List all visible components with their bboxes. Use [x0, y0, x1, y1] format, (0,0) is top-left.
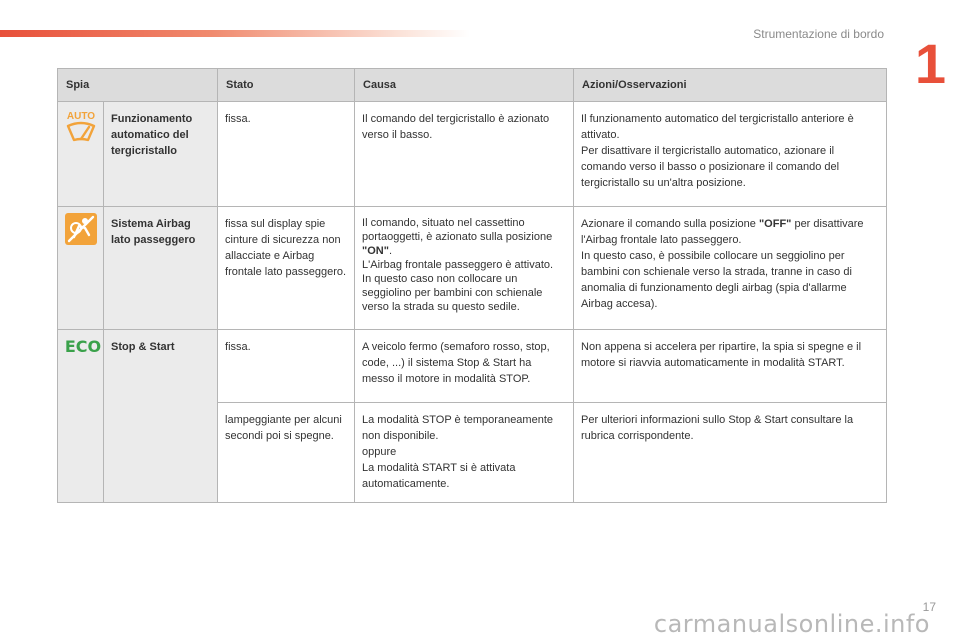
icon-cell	[58, 207, 104, 330]
header-stato: Stato	[218, 69, 355, 102]
causa-text-2: . L'Airbag frontale passeggero è attivato. In questo caso non collocare un seggiolino per bambini con schienale verso la strada su questo sedile.	[362, 245, 554, 313]
azioni-cell: Non appena si accelera per ripartire, la spia si spegne e il motore si riavvia automaticamente in modalità START.	[574, 330, 887, 403]
stato-cell: fissa.	[218, 102, 355, 207]
causa-cell: A veicolo fermo (semaforo rosso, stop, code, ...) il sistema Stop & Start ha messo il motore in modalità STOP.	[355, 330, 574, 403]
table-header-row	[58, 69, 887, 102]
table-row	[58, 102, 887, 207]
icon-cell	[58, 102, 104, 207]
azioni-cell: Per ulteriori informazioni sullo Stop & Start consultare la rubrica corrispondente.	[574, 403, 887, 503]
auto-icon-label: AUTO	[66, 111, 95, 122]
azioni-cell: Il funzionamento automatico del tergicristallo anteriore è attivato. Per disattivare il tergicristallo automatico, azionare il comando verso il basso o posizionare il comando del tergicristallo su un'altra posizione.	[574, 102, 887, 207]
header-spia: Spia	[58, 69, 218, 102]
warning-lights-table	[57, 68, 887, 503]
page-number: 17	[922, 600, 936, 614]
causa-on-label: "ON"	[362, 245, 389, 257]
header-causa: Causa	[355, 69, 574, 102]
header-azioni: Azioni/Osservazioni	[574, 69, 887, 102]
causa-cell: Il comando del tergicristallo è azionato verso il basso.	[355, 102, 574, 207]
section-title: Strumentazione di bordo	[753, 27, 884, 41]
stato-cell: lampeggiante per alcuni secondi poi si spegne.	[218, 403, 355, 503]
causa-text: Il comando, situato nel cassettino portaoggetti, è azionato sulla posizione	[362, 217, 553, 243]
eco-icon-label: ECO	[64, 337, 102, 356]
auto-wiper-icon	[63, 108, 99, 148]
azioni-cell	[574, 207, 887, 330]
watermark: carmanualsonline.info	[653, 610, 930, 638]
icon-cell	[58, 330, 104, 503]
azioni-off-label: "OFF"	[758, 218, 792, 230]
table-row	[58, 330, 887, 403]
azioni-text: Azionare il comando sulla posizione	[581, 218, 759, 230]
header-accent-bar	[0, 30, 470, 37]
azioni-text-2: per disattivare l'Airbag frontale lato passeggero. In questo caso, è possibile collocare un seggiolino per bambini con schienale verso la strada, tranne in caso di anomalia di funzionamento degli airbag (spia d'allarme Airbag accesa).	[581, 218, 864, 310]
stato-cell: fissa.	[218, 330, 355, 403]
causa-cell: La modalità STOP è temporaneamente non disponibile. oppure La modalità START si è attivata automaticamente.	[355, 403, 574, 503]
eco-icon	[62, 336, 104, 356]
airbag-off-icon	[65, 213, 97, 245]
causa-cell	[355, 207, 574, 330]
warning-name: Sistema Airbag lato passeggero	[104, 207, 218, 330]
table-row	[58, 207, 887, 330]
stato-cell: fissa sul display spie cinture di sicurezza non allacciate e Airbag frontale lato passeggero.	[218, 207, 355, 330]
warning-name: Stop & Start	[104, 330, 218, 503]
chapter-number: 1	[914, 32, 946, 95]
warning-name: Funzionamento automatico del tergicristallo	[104, 102, 218, 207]
